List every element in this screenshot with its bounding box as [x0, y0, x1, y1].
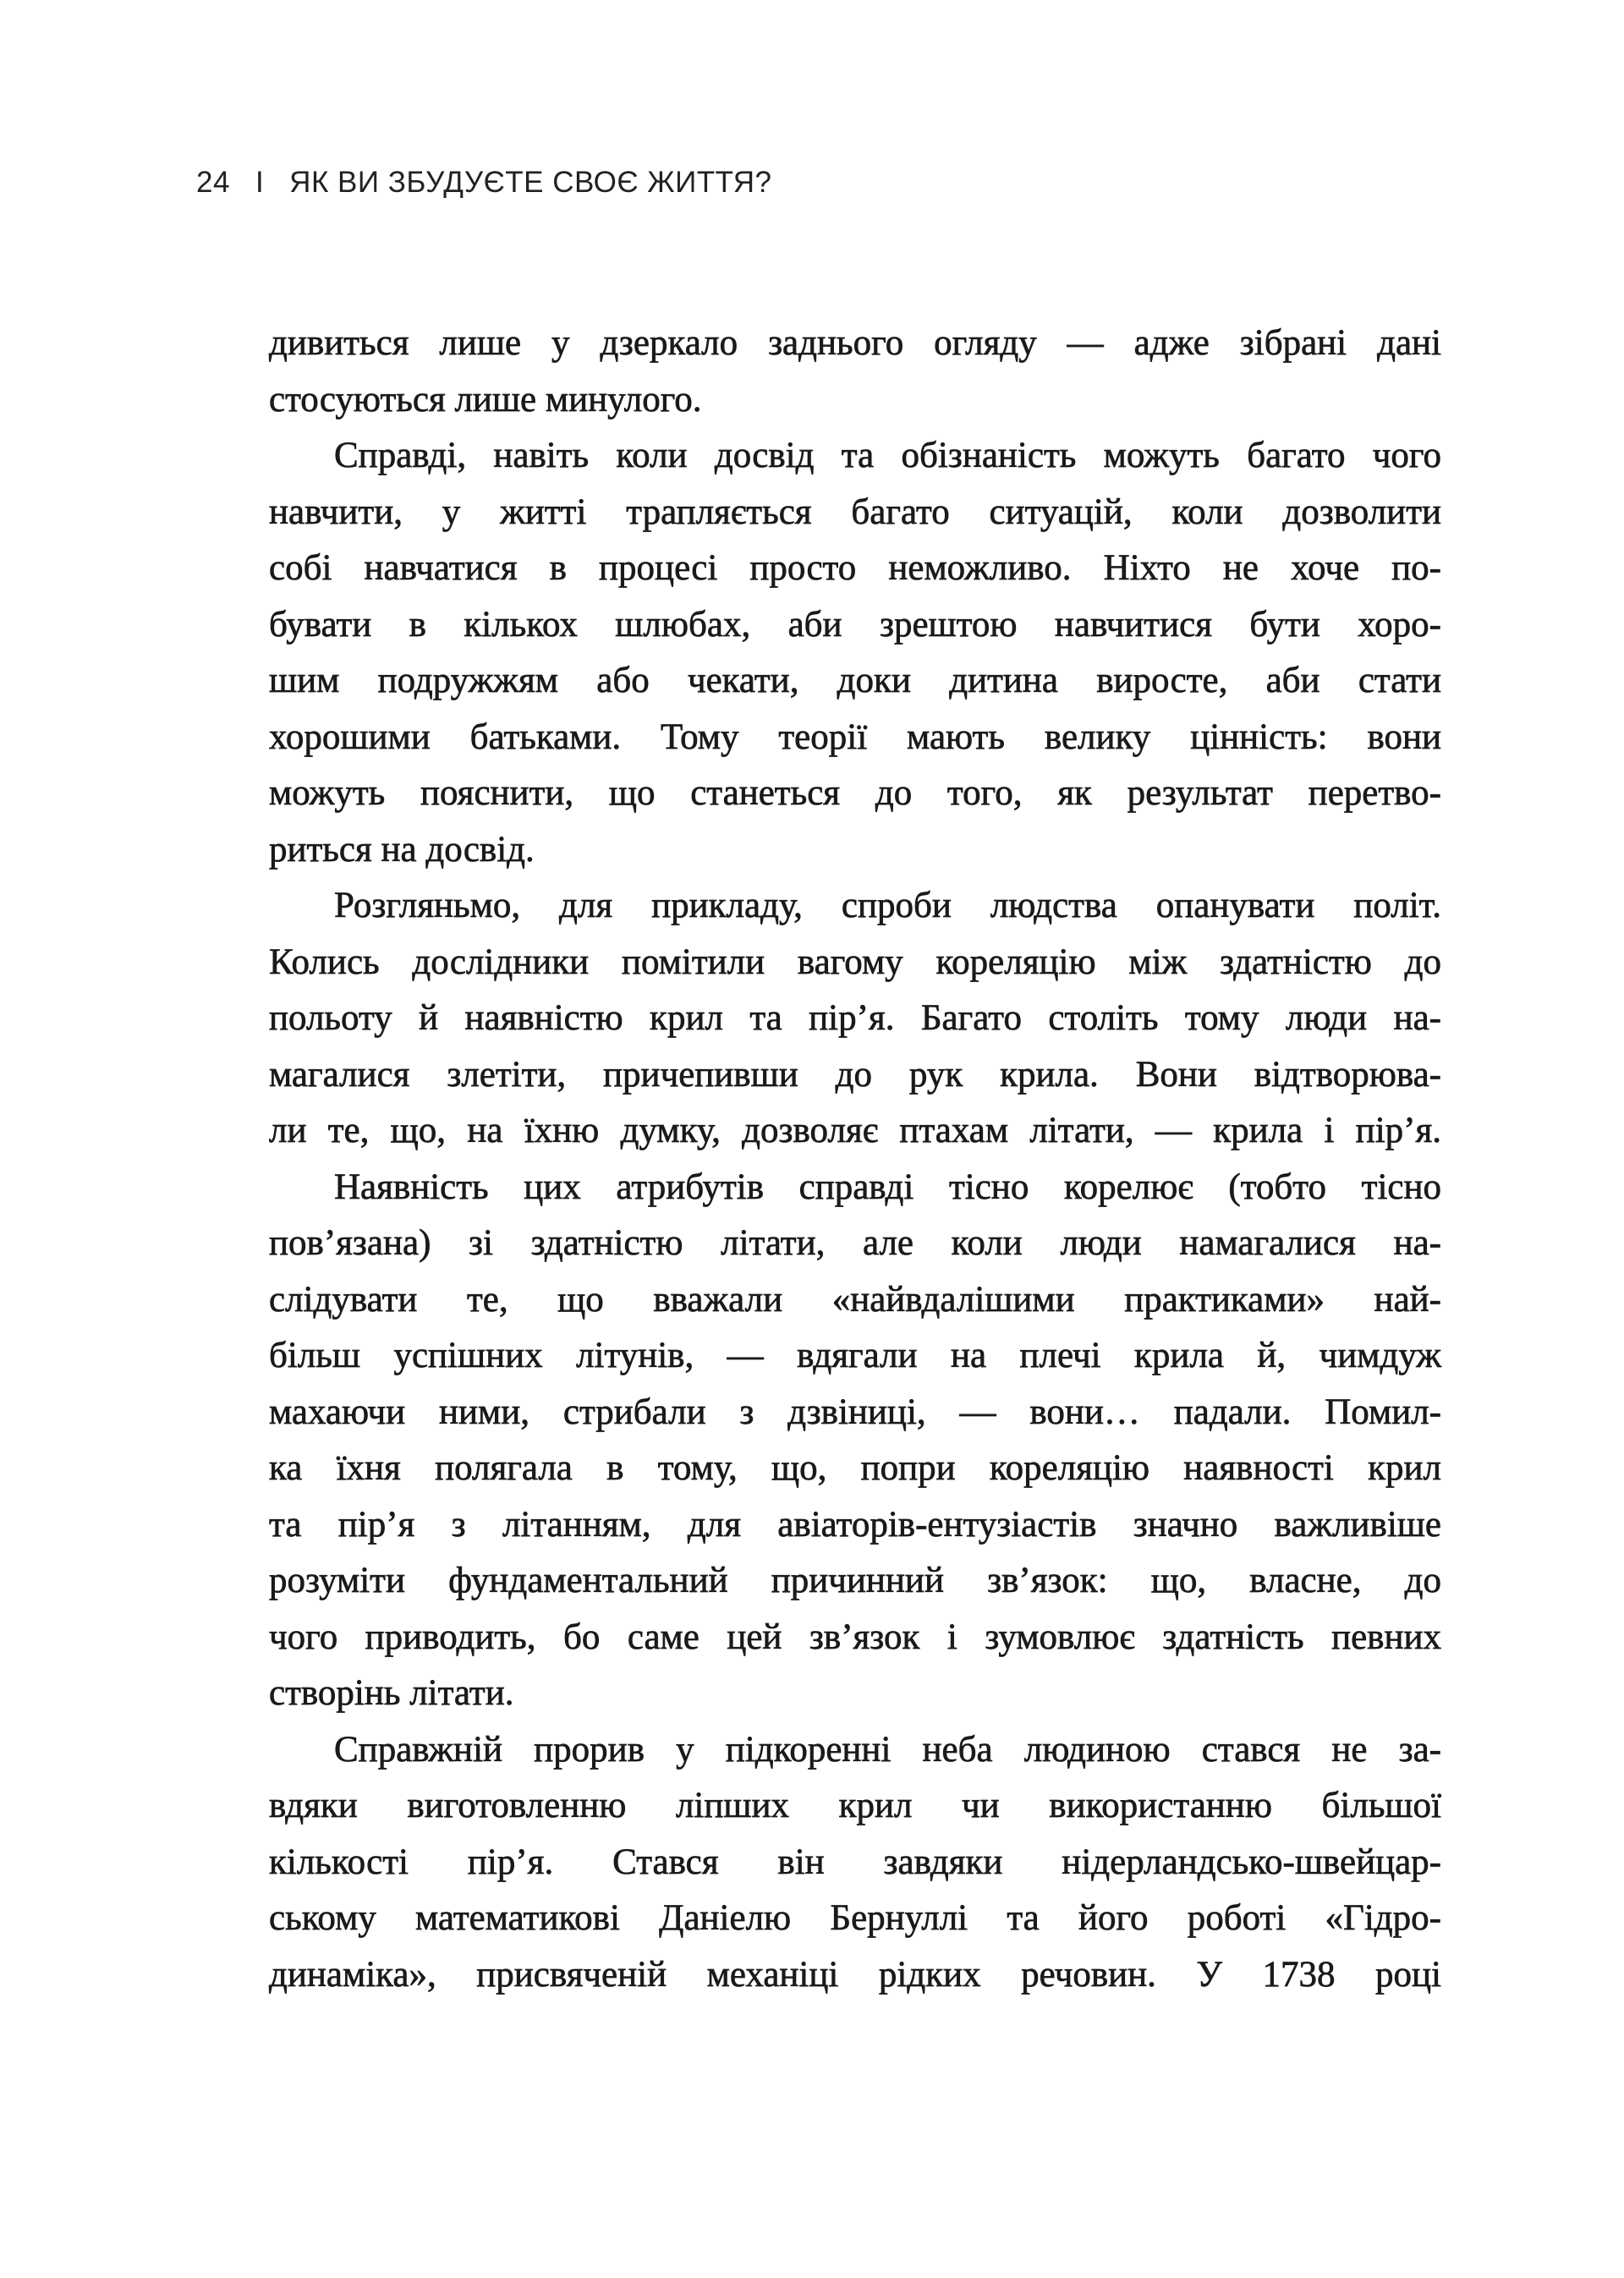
page-number: 24	[196, 166, 230, 199]
text-line: більш успішних літунів, — вдягали на плечі крила й, чимдуж	[269, 1336, 1441, 1375]
running-header	[196, 166, 771, 200]
paragraph	[269, 428, 1441, 878]
text-line: шим подружжям або чекати, доки дитина виросте, аби стати	[269, 661, 1441, 700]
body-text	[269, 316, 1441, 2003]
text-line: Наявність цих атрибутів справді тісно корелює (тобто тісно	[334, 1166, 1441, 1207]
text-line: кількості пір’я. Стався він завдяки нідерландсько-швейцар-	[269, 1842, 1441, 1882]
text-line: слідувати те, що вважали «найвдалішими практиками» най-	[269, 1279, 1441, 1320]
text-line: розуміти фундаментальний причинний зв’язок: що, власне, до	[269, 1561, 1441, 1600]
text-line: чого приводить, бо саме цей зв’язок і зумовлює здатність певних	[269, 1617, 1441, 1657]
text-line: ському математикові Даніелю Бернуллі та його роботі «Гідро-	[269, 1898, 1441, 1938]
text-line: Розгляньмо, для прикладу, спроби людства опанувати політ.	[334, 886, 1441, 925]
text-line: пов’язана) зі здатністю літати, але коли люди намагалися на-	[269, 1223, 1441, 1263]
running-title: ЯК ВИ ЗБУДУЄТЕ СВОЄ ЖИТТЯ?	[289, 166, 772, 199]
text-line: Колись дослідники помітили вагому кореляцію між здатністю до	[269, 941, 1441, 982]
text-line: стосуються лише минулого.	[269, 379, 702, 420]
paragraph	[269, 878, 1441, 1160]
text-line: махаючи ними, стрибали з дзвіниці, — вони… падали. Помил-	[269, 1392, 1441, 1432]
paragraph	[269, 1722, 1441, 2004]
text-line: хорошими батьками. Тому теорії мають велику цінність: вони	[269, 716, 1441, 757]
text-line: ли те, що, на їхню думку, дозволяє птахам літати, — крила і пір’я.	[269, 1111, 1441, 1150]
text-line: бувати в кількох шлюбах, аби зрештою навчитися бути хоро-	[269, 604, 1441, 645]
text-line: магалися злетіти, причепивши до рук крила. Вони відтворюва-	[269, 1054, 1441, 1095]
text-line: Справжній прорив у підкоренні неба людиною стався не за-	[334, 1729, 1441, 1770]
text-line: вдяки виготовленню ліпших крил чи використанню більшої	[269, 1786, 1441, 1825]
paragraph	[269, 1160, 1441, 1722]
text-line: ка їхня полягала в тому, що, попри кореляцію наявності крил	[269, 1448, 1441, 1488]
text-line: польоту й наявністю крил та пір’я. Багато століть тому люди на-	[269, 998, 1441, 1038]
text-line: Справді, навіть коли досвід та обізнаність можуть багато чого	[334, 436, 1441, 475]
text-line: створінь літати.	[269, 1673, 514, 1713]
text-line: дивиться лише у дзеркало заднього огляду — адже зібрані дані	[269, 323, 1441, 363]
text-line: риться на досвід.	[269, 829, 535, 870]
paragraph	[269, 316, 1441, 428]
header-separator: I	[255, 166, 265, 199]
text-line: та пір’я з літанням, для авіаторів-ентузіастів значно важливіше	[269, 1504, 1441, 1545]
text-line: можуть пояснити, що станеться до того, як результат перетво-	[269, 773, 1441, 813]
text-line: навчити, у житті трапляється багато ситуацій, коли дозволити	[269, 491, 1441, 532]
text-line: динаміка», присвяченій механіці рідких речовин. У 1738 році	[269, 1954, 1441, 1995]
text-line: собі навчатися в процесі просто неможливо. Ніхто не хоче по-	[269, 548, 1441, 588]
